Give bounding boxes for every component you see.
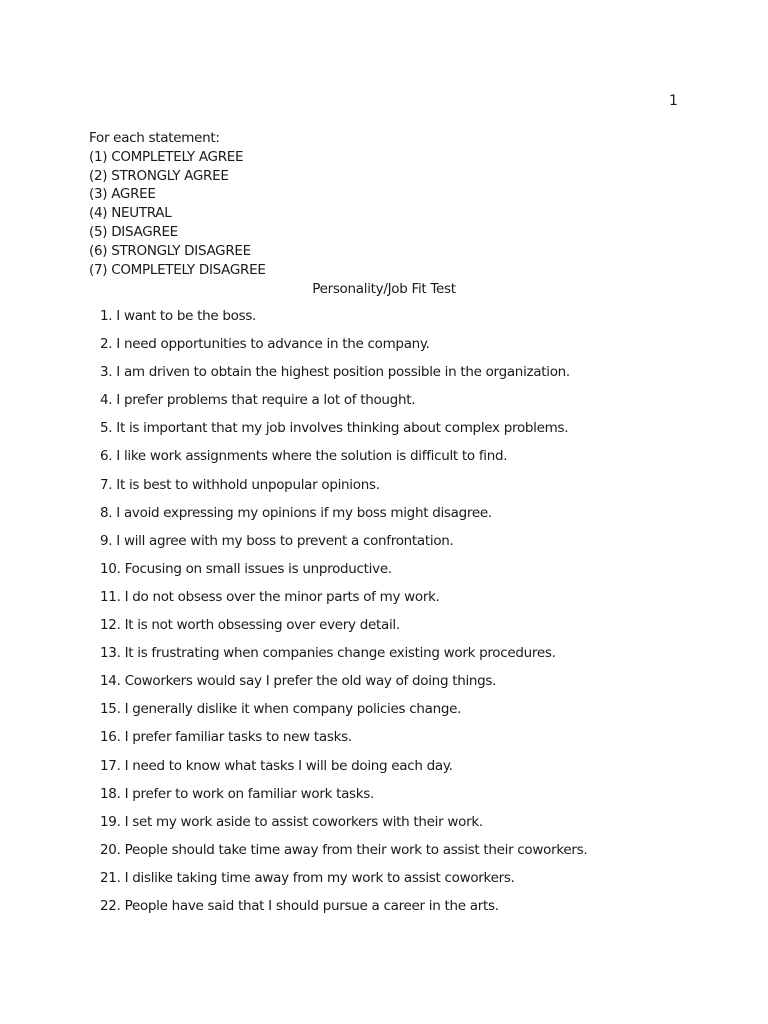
question-number: 7.: [100, 476, 113, 493]
question-number: 9.: [100, 532, 113, 549]
question-text: I like work assignments where the solution is difficult to find.: [116, 448, 508, 465]
question-number: 2.: [100, 336, 113, 353]
question-text: I need to know what tasks I will be doing each day.: [124, 757, 453, 774]
question-text: I prefer problems that require a lot of thought.: [116, 392, 416, 409]
question-text: It is frustrating when companies change existing work procedures.: [124, 645, 556, 662]
question-item: [0, 532, 587, 560]
question-item: [0, 897, 587, 925]
question-number: 8.: [100, 504, 113, 521]
question-number: 16.: [100, 729, 121, 746]
question-text: I do not obsess over the minor parts of my work.: [124, 588, 440, 605]
question-number: 3.: [100, 364, 113, 381]
question-item: [0, 504, 587, 532]
question-text: I want to be the boss.: [116, 308, 257, 324]
question-number: 14.: [100, 673, 121, 690]
question-text: I need opportunities to advance in the company.: [116, 336, 430, 353]
question-item: [0, 363, 587, 391]
question-text: I prefer to work on familiar work tasks.: [124, 785, 375, 802]
question-text: People should take time away from their work to assist their coworkers.: [124, 841, 588, 858]
question-number: 1.: [100, 308, 113, 324]
question-number: 4.: [100, 392, 113, 409]
question-number: 5.: [100, 420, 113, 437]
question-text: I am driven to obtain the highest position possible in the organization.: [116, 364, 570, 381]
question-item: [0, 588, 587, 616]
question-number: 17.: [100, 757, 121, 774]
question-number: 10.: [100, 560, 121, 577]
scale-option-1: (1) COMPLETELY AGREE: [89, 148, 244, 165]
question-text: Focusing on small issues is unproductive.: [124, 560, 392, 577]
question-text: It is important that my job involves thinking about complex problems.: [116, 420, 569, 437]
question-item: [0, 447, 587, 475]
question-text: I dislike taking time away from my work to assist coworkers.: [124, 869, 515, 886]
scale-option-6: (6) STRONGLY DISAGREE: [89, 242, 251, 259]
question-text: People have said that I should pursue a career in the arts.: [124, 897, 499, 914]
question-number: 15.: [100, 701, 121, 718]
question-number: 13.: [100, 645, 121, 662]
question-text: It is best to withhold unpopular opinions.: [116, 476, 380, 493]
question-text: Coworkers would say I prefer the old way of doing things.: [124, 673, 497, 690]
instructions-heading: For each statement:: [89, 130, 220, 146]
question-item: [0, 785, 587, 813]
scale-option-7: (7) COMPLETELY DISAGREE: [89, 261, 266, 278]
question-item: [0, 841, 587, 869]
question-item: [0, 700, 587, 728]
scale-option-5: (5) DISAGREE: [89, 223, 178, 240]
question-item: [0, 391, 587, 419]
question-item: [0, 307, 587, 335]
question-text: It is not worth obsessing over every detail.: [124, 617, 400, 634]
page-number: 1: [669, 93, 678, 109]
document-title: Personality/Job Fit Test: [312, 281, 456, 297]
question-item: [0, 757, 587, 785]
question-item: [0, 813, 587, 841]
question-item: [0, 476, 587, 504]
question-number: 18.: [100, 785, 121, 802]
question-item: [0, 616, 587, 644]
scale-option-4: (4) NEUTRAL: [89, 205, 172, 222]
question-number: 21.: [100, 869, 121, 886]
question-text: I avoid expressing my opinions if my boss might disagree.: [116, 504, 492, 521]
scale-option-2: (2) STRONGLY AGREE: [89, 167, 229, 184]
instructions-block: [89, 129, 266, 279]
question-number: 22.: [100, 897, 121, 914]
question-item: [0, 869, 587, 897]
question-list: [0, 307, 587, 925]
question-item: [0, 335, 587, 363]
question-text: I set my work aside to assist coworkers with their work.: [124, 813, 483, 830]
question-text: I prefer familiar tasks to new tasks.: [124, 729, 352, 746]
question-item: [0, 672, 587, 700]
question-number: 20.: [100, 841, 121, 858]
scale-option-3: (3) AGREE: [89, 186, 156, 203]
question-number: 19.: [100, 813, 121, 830]
question-item: [0, 560, 587, 588]
question-text: I generally dislike it when company policies change.: [124, 701, 462, 718]
question-number: 11.: [100, 588, 121, 605]
question-item: [0, 728, 587, 756]
question-number: 6.: [100, 448, 113, 465]
question-item: [0, 644, 587, 672]
question-number: 12.: [100, 617, 121, 634]
question-item: [0, 419, 587, 447]
question-text: I will agree with my boss to prevent a confrontation.: [116, 532, 454, 549]
